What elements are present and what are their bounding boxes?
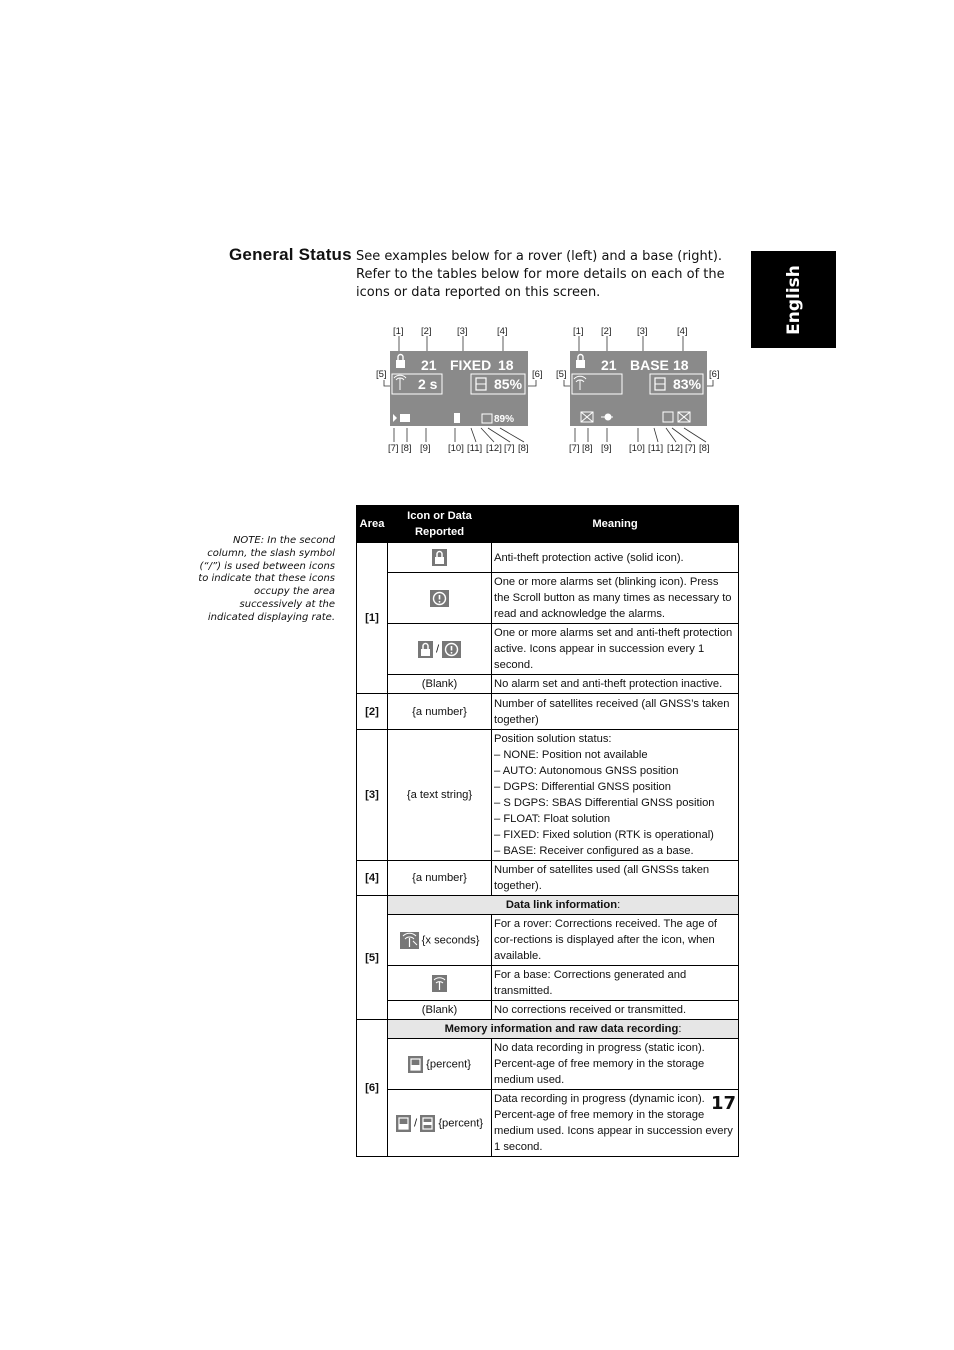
rover-label-1: [1] [393,326,404,337]
base-bottom-7: [7] [569,443,580,454]
area-cell: [3] [357,730,388,861]
table-row [357,573,739,624]
meaning-line: – DGPS: Differential GNSS position [494,781,672,793]
icon-cell [388,573,492,624]
base-bottom-12: [12] [667,443,683,454]
base-bottom-9: [9] [601,443,612,454]
table-row [357,1001,739,1020]
base-bottom-10: [10] [629,443,645,454]
base-bottom-8b: [8] [699,443,710,454]
meaning-line: – S DGPS: SBAS Differential GNSS position [494,797,715,809]
icon-text: {x seconds} [421,933,480,946]
rover-label-3: [3] [457,326,468,337]
memory-icon [408,1056,423,1073]
icon-cell: {a text string} [388,730,492,861]
area-cell: [1] [357,543,388,694]
meaning-cell: One or more alarms set (blinking icon). Press the Scroll button as many times as necessary to read and acknowledge the alarms. [492,573,739,624]
base-label-1: [1] [573,326,584,337]
meaning-line: – FIXED: Fixed solution (RTK is operational) [494,829,714,841]
base-memory: 83% [673,376,702,392]
page-number: 17 [710,1093,736,1114]
base-bottom-11: [11] [648,443,664,454]
table-row [357,1090,739,1157]
status-table [356,505,739,1157]
icon-cell [388,1090,492,1157]
area-cell: [6] [357,1020,388,1157]
corrections-transmitted-icon [432,975,447,992]
table-row [357,624,739,675]
meaning-cell: For a rover: Corrections received. The age of cor-rections is displayed after the icon, when available. [492,915,739,966]
meaning-cell: Anti-theft protection active (solid icon). [492,543,739,573]
meaning-line: Position solution status: [494,733,612,745]
table-row [357,543,739,573]
icon-cell: (Blank) [388,675,492,694]
subheading-suffix: : [617,899,621,911]
rover-bottom-11: [11] [467,443,483,454]
base-label-5: [5] [556,369,567,380]
table-row [357,861,739,896]
memory-recording-icon [420,1115,435,1132]
table-header-row [357,506,739,543]
table-row [357,1020,739,1039]
icon-text: {percent} [426,1057,471,1070]
meaning-cell: Data recording in progress (dynamic icon). Percent-age of free memory in the storage medium used. Icons appear in succession every 1 second. [492,1090,739,1157]
rover-sats-used: 18 [498,357,514,373]
table-row [357,694,739,730]
rover-age: 2 s [418,376,438,392]
meaning-line: – BASE: Receiver configured as a base. [494,845,694,857]
meaning-cell: Number of satellites received (all GNSS’s taken together) [492,694,739,730]
table-row [357,915,739,966]
rover-bottom-8: [8] [401,443,412,454]
subheading-cell [388,896,739,915]
base-solution: BASE [630,357,669,373]
icon-cell [388,1039,492,1090]
meaning-line: – NONE: Position not available [494,749,648,761]
corrections-received-icon [400,932,419,949]
rover-bottom-10: [10] [448,443,464,454]
meaning-cell: One or more alarms set and anti-theft protection active. Icons appear in succession every 1 second. [492,624,739,675]
lock-icon [432,549,447,566]
intro-paragraph: See examples below for a rover (left) and a base (right). Refer to the tables below for more details on each of the icons or data reported on this screen. [356,249,725,300]
rover-bottom-7b: [7] [504,443,515,454]
alarm-icon [430,590,449,607]
rover-label-2: [2] [421,326,432,337]
table-row [357,1039,739,1090]
rover-bottom-12: [12] [486,443,502,454]
rover-bottom-7: [7] [388,443,399,454]
alarm-icon [442,641,461,658]
rover-sats-received: 21 [421,357,437,373]
rover-label-5: [5] [376,369,387,380]
meaning-cell: For a base: Corrections generated and transmitted. [492,966,739,1001]
meaning-line: – FLOAT: Float solution [494,813,611,825]
header-meaning: Meaning [492,506,739,543]
icon-text: {percent} [438,1116,484,1129]
section-title: General Status [229,245,352,264]
rover-label-4: [4] [497,326,508,337]
base-bottom-7b: [7] [685,443,696,454]
subheading-suffix: : [678,1023,682,1035]
memory-icon [396,1115,411,1132]
base-bottom-8: [8] [582,443,593,454]
rover-bottom-8b: [8] [518,443,529,454]
header-icon: Icon or Data Reported [388,506,492,543]
side-note: NOTE: In the second column, the slash symbol (“/”) is used between icons to indicate that these icons occupy the area successively at the indicated displaying rate. [198,535,335,623]
area-cell: [2] [357,694,388,730]
table-row [357,675,739,694]
language-tab-label: English [783,264,804,335]
rover-label-6: [6] [532,369,543,380]
base-screen-figure [551,320,731,460]
subheading-text: Memory information and raw data recording [444,1023,679,1035]
base-label-4: [4] [677,326,688,337]
icon-cell: {a number} [388,694,492,730]
meaning-cell: Number of satellites used (all GNSSs taken together). [492,861,739,896]
lock-icon [418,641,433,658]
icon-cell [388,624,492,675]
base-label-2: [2] [601,326,612,337]
icon-cell: {a number} [388,861,492,896]
table-row [357,966,739,1001]
icon-separator: / [413,1116,418,1129]
rover-bottom-9: [9] [420,443,431,454]
rover-battery: 89% [494,414,515,425]
icon-cell [388,966,492,1001]
rover-screen-figure [370,320,550,460]
language-tab [751,251,836,348]
icon-cell [388,543,492,573]
meaning-cell: No alarm set and anti-theft protection inactive. [492,675,739,694]
subheading-text: Data link information [505,899,618,911]
base-label-6: [6] [709,369,720,380]
icon-separator: / [435,642,440,655]
rover-solution: FIXED [450,357,492,373]
table-row [357,896,739,915]
table-row [357,730,739,861]
base-label-3: [3] [637,326,648,337]
header-area: Area [357,506,388,543]
rover-memory: 85% [494,376,523,392]
meaning-cell: No corrections received or transmitted. [492,1001,739,1020]
meaning-cell [492,730,739,861]
meaning-line: – AUTO: Autonomous GNSS position [494,765,679,777]
subheading-cell [388,1020,739,1039]
area-cell: [4] [357,861,388,896]
base-sats-used: 18 [673,357,689,373]
icon-cell: (Blank) [388,1001,492,1020]
base-sats-received: 21 [601,357,617,373]
meaning-cell: No data recording in progress (static icon). Percent-age of free memory in the storage medium used. [492,1039,739,1090]
icon-cell [388,915,492,966]
area-cell: [5] [357,896,388,1020]
